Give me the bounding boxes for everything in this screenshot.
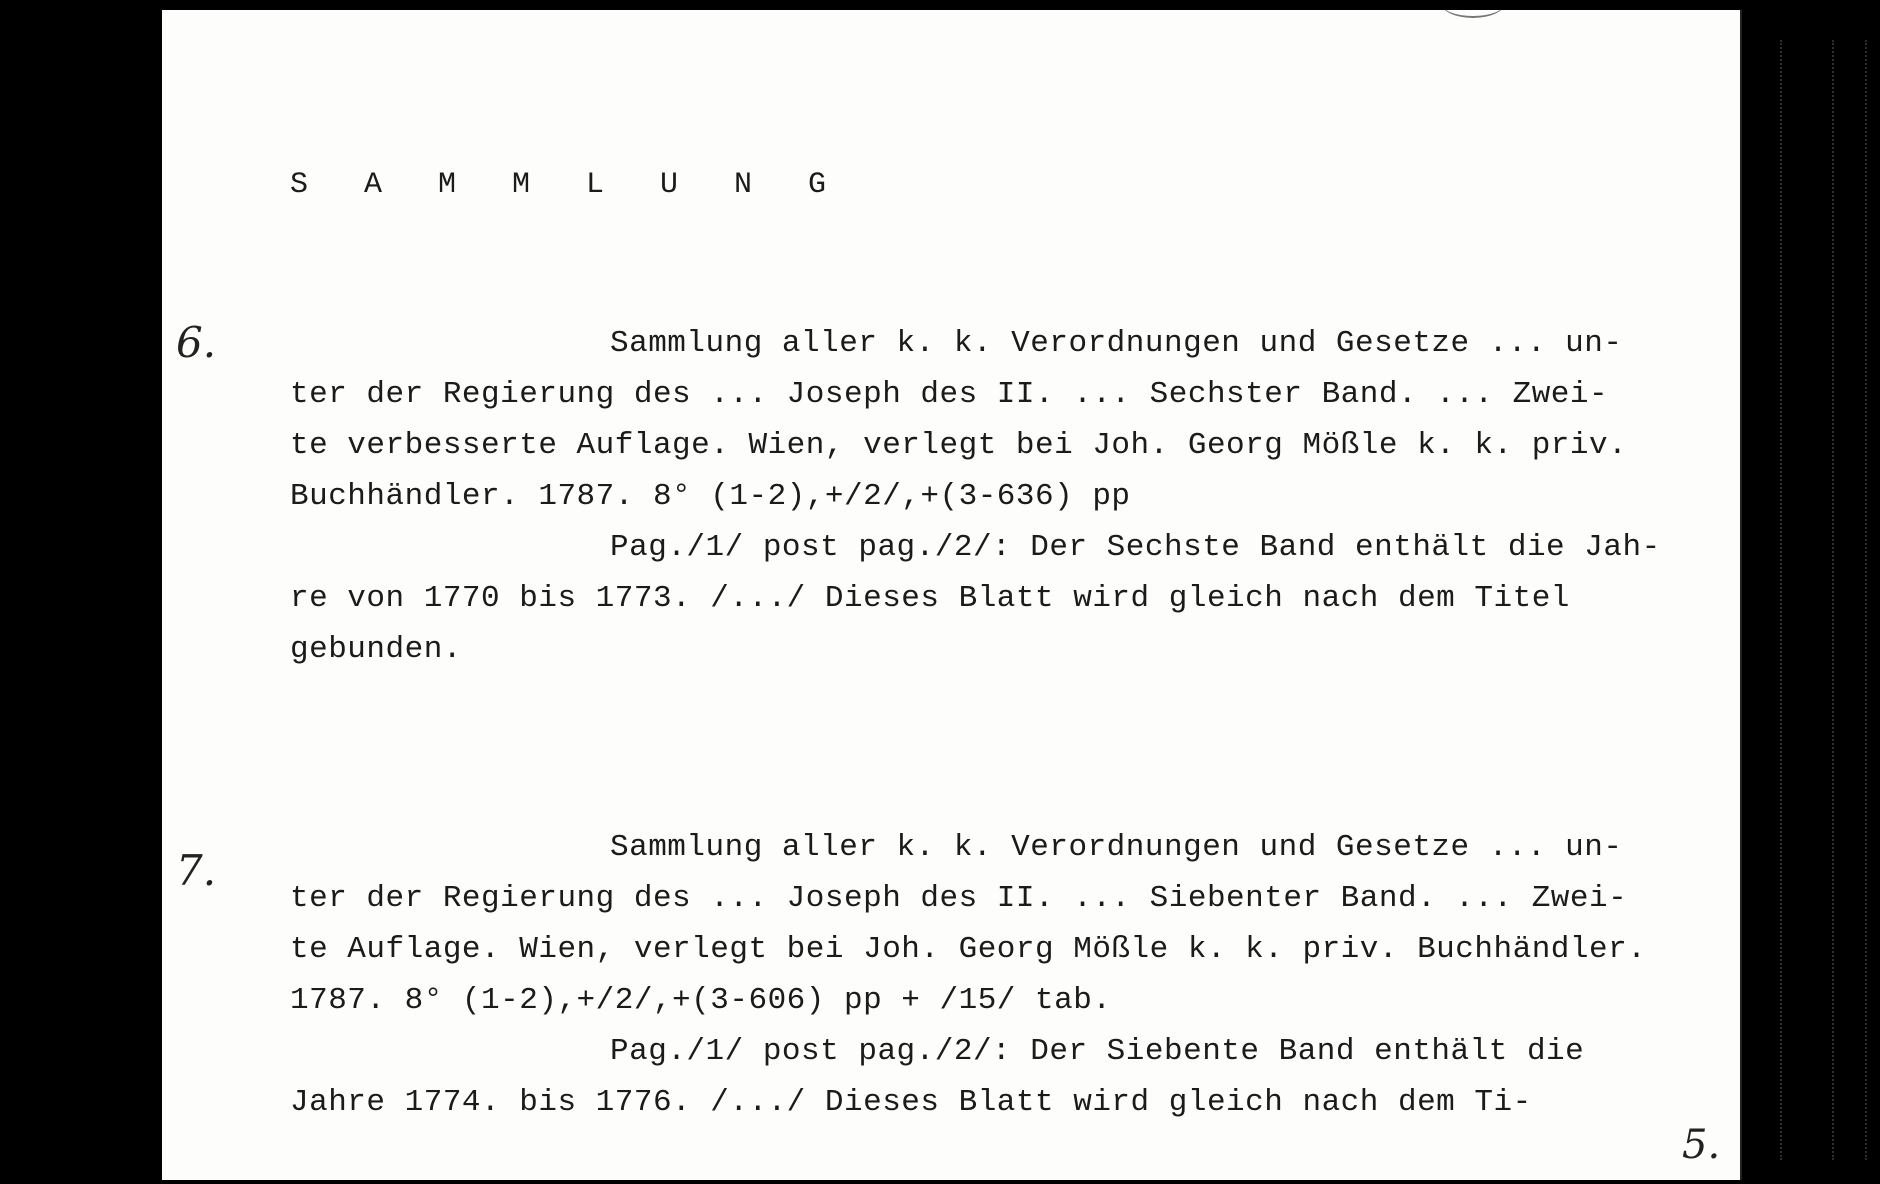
scan-noise <box>1780 40 1785 1160</box>
entry-line: Sammlung aller k. k. Verordnungen und Gesetze ... un- <box>610 830 1623 865</box>
entry-note-line: gebunden. <box>290 632 462 667</box>
entry-note-line: Pag./1/ post pag./2/: Der Sechste Band enthält die Jah- <box>610 530 1661 565</box>
pencil-mark <box>1442 10 1504 18</box>
entry-line: Sammlung aller k. k. Verordnungen und Gesetze ... un- <box>610 326 1623 361</box>
heading: S A M M L U N G <box>290 168 846 202</box>
scan-noise <box>1865 40 1870 1160</box>
entry-note-line: Jahre 1774. bis 1776. /.../ Dieses Blatt wird gleich nach dem Ti- <box>290 1085 1532 1120</box>
entry-number: 6. <box>176 318 217 367</box>
entry-number: 7. <box>176 846 217 895</box>
entry-line: Buchhändler. 1787. 8° (1-2),+/2/,+(3-636) pp <box>290 479 1131 514</box>
entry-note-line: Pag./1/ post pag./2/: Der Siebente Band enthält die <box>610 1034 1585 1069</box>
entry-line: 1787. 8° (1-2),+/2/,+(3-606) pp + /15/ tab. <box>290 983 1112 1018</box>
entry-line: ter der Regierung des ... Joseph des II. ... Sechster Band. ... Zwei- <box>290 377 1609 412</box>
catalog-card-page <box>162 10 1742 1180</box>
page-number: 5. <box>1682 1122 1721 1168</box>
entry-note-line: re von 1770 bis 1773. /.../ Dieses Blatt wird gleich nach dem Titel <box>290 581 1570 616</box>
entry-line: te Auflage. Wien, verlegt bei Joh. Georg Mößle k. k. priv. Buchhändler. <box>290 932 1647 967</box>
scan-border-right <box>1740 0 1880 1184</box>
scan-border-left <box>0 0 162 1184</box>
scan-noise <box>1832 40 1837 1160</box>
entry-line: ter der Regierung des ... Joseph des II. ... Siebenter Band. ... Zwei- <box>290 881 1628 916</box>
entry-line: te verbesserte Auflage. Wien, verlegt bei Joh. Georg Mößle k. k. priv. <box>290 428 1628 463</box>
